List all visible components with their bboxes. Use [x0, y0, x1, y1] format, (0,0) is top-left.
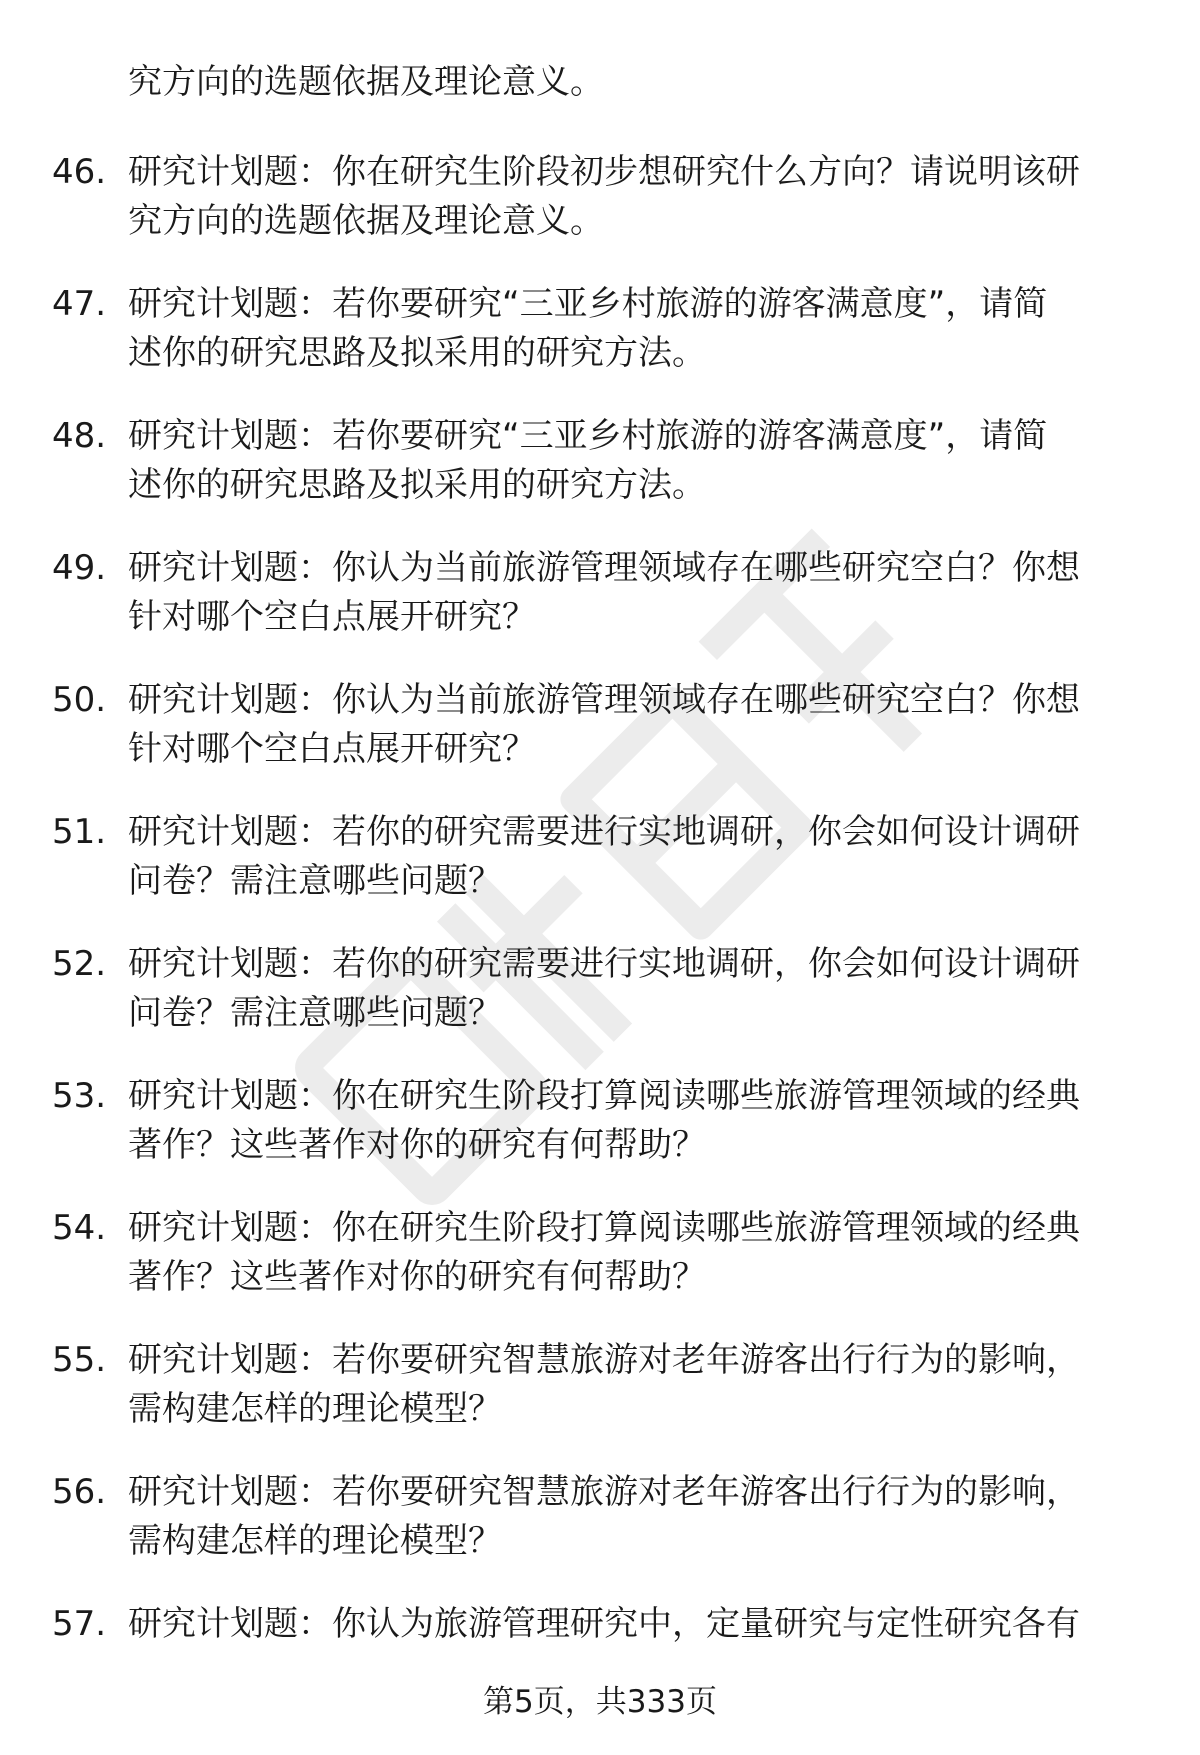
question-text-line-1: 研究计划题：你认为旅游管理研究中，定量研究与定性研究各有: [128, 1604, 1080, 1644]
question-item-53: [52, 1072, 1152, 1204]
question-number: 56.: [52, 1472, 107, 1512]
question-number: 57.: [52, 1604, 107, 1644]
question-text-line-2: 问卷？需注意哪些问题？: [128, 861, 502, 901]
question-number: 49.: [52, 548, 107, 588]
question-text-line-2: 述你的研究思路及拟采用的研究方法。: [128, 333, 706, 373]
question-item-47: [52, 280, 1152, 412]
question-item-46: [52, 148, 1152, 280]
question-text-line-1: 研究计划题：若你的研究需要进行实地调研，你会如何设计调研: [128, 812, 1080, 852]
question-item-52: [52, 940, 1152, 1072]
question-text-line-1: 研究计划题：你在研究生阶段初步想研究什么方向？请说明该研: [128, 152, 1080, 192]
question-text-line-2: 针对哪个空白点展开研究？: [128, 597, 536, 637]
question-number: 52.: [52, 944, 107, 984]
question-text-line-2: 需构建怎样的理论模型？: [128, 1389, 502, 1429]
question-number: 53.: [52, 1076, 107, 1116]
question-text-line-2: 著作？这些著作对你的研究有何帮助？: [128, 1257, 706, 1297]
question-number: 54.: [52, 1208, 107, 1248]
question-text-line-2: 需构建怎样的理论模型？: [128, 1521, 502, 1561]
question-item-51: [52, 808, 1152, 940]
question-number: 50.: [52, 680, 107, 720]
question-text-line-1: 研究计划题：若你要研究“三亚乡村旅游的游客满意度”，请简: [128, 284, 1048, 324]
question-text-line-1: 研究计划题：你认为当前旅游管理领域存在哪些研究空白？你想: [128, 680, 1080, 720]
question-text-line-2: 针对哪个空白点展开研究？: [128, 729, 536, 769]
question-text-line-1: 研究计划题：若你要研究智慧旅游对老年游客出行行为的影响，: [128, 1340, 1080, 1380]
question-text-line-2: 述你的研究思路及拟采用的研究方法。: [128, 465, 706, 505]
question-number: 46.: [52, 152, 107, 192]
question-text-line-2: 究方向的选题依据及理论意义。: [128, 201, 604, 241]
question-text-line-1: 研究计划题：你在研究生阶段打算阅读哪些旅游管理领域的经典: [128, 1076, 1080, 1116]
question-number: 51.: [52, 812, 107, 852]
question-item-50: [52, 676, 1152, 808]
question-text-line-1: 研究计划题：若你的研究需要进行实地调研，你会如何设计调研: [128, 944, 1080, 984]
question-number: 47.: [52, 284, 107, 324]
question-item-55: [52, 1336, 1152, 1468]
question-text-line-1: 研究计划题：你认为当前旅游管理领域存在哪些研究空白？你想: [128, 548, 1080, 588]
question-number: 55.: [52, 1340, 107, 1380]
question-item-56: [52, 1468, 1152, 1600]
question-text-line-1: 研究计划题：你在研究生阶段打算阅读哪些旅游管理领域的经典: [128, 1208, 1080, 1248]
page-footer: 第5页，共333页: [483, 1684, 717, 1720]
question-number: 48.: [52, 416, 107, 456]
question-text-line-1: 研究计划题：若你要研究“三亚乡村旅游的游客满意度”，请简: [128, 416, 1048, 456]
question-list: [52, 148, 1152, 1732]
question-item-48: [52, 412, 1152, 544]
question-item-54: [52, 1204, 1152, 1336]
question-text-line-1: 研究计划题：若你要研究智慧旅游对老年游客出行行为的影响，: [128, 1472, 1080, 1512]
question-text-line-2: 著作？这些著作对你的研究有何帮助？: [128, 1125, 706, 1165]
continuation-text: 究方向的选题依据及理论意义。: [128, 62, 604, 102]
question-text-line-2: 问卷？需注意哪些问题？: [128, 993, 502, 1033]
question-item-49: [52, 544, 1152, 676]
